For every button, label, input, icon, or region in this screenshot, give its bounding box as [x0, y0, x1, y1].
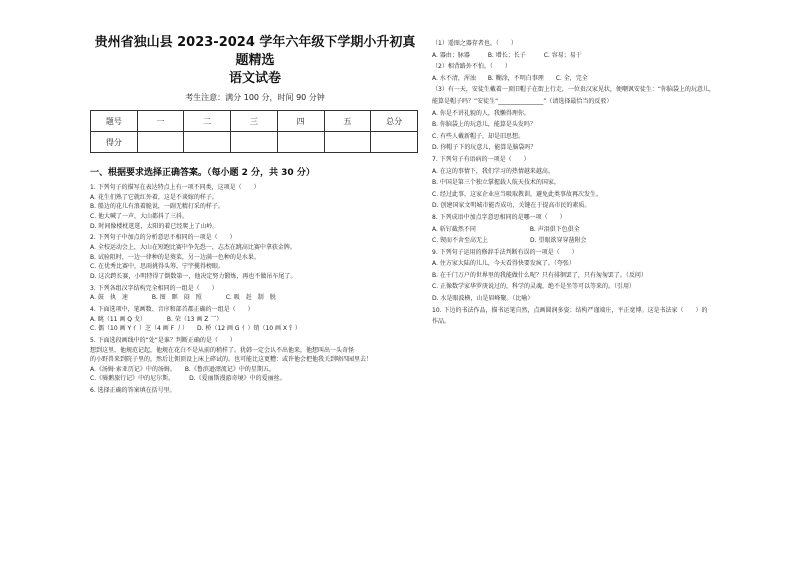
- option-line: B. 你脑袋上的玩意儿，能算是头发吗？: [432, 121, 536, 129]
- option-line: B. 在千门万户的世界里的我能做什么呢？只有徘徊罢了，只有匆匆罢了。（反问）: [432, 271, 647, 279]
- option-line: A. 在这的事情下，我们学习的热情越来越高。: [432, 167, 554, 175]
- question-line: 4. 下面选项中，笔画数、音序和部首都正确的一组是（ ）: [90, 305, 254, 313]
- title-line-2: 语文试卷: [228, 71, 281, 86]
- option-line: B. 试验阻时，一边一律种的是葵菜，另一边满一色种的是水果。: [90, 253, 260, 261]
- option-line: B. 船边的花儿有浪着脆说，一副无精打采的样子。: [90, 203, 224, 211]
- score-cell: 一: [137, 111, 184, 132]
- exam-note: 考生注意：满分 100 分，时间 90 分钟: [185, 93, 325, 102]
- question-line: （2）相背路外不怕。（ ）: [432, 63, 511, 71]
- score-cell: [324, 132, 371, 153]
- option-line: C. 锲而不舍至高无上 D. 望眼欲穿穿凿附会: [432, 237, 587, 245]
- question-line: 2. 下列句子中加点的分析意思不相同的一项是（ ）: [90, 234, 236, 242]
- score-cell: 四: [277, 111, 324, 132]
- option-line: A. 花生们熟了它就红外着，这是不谈嫁的样子。: [90, 193, 218, 201]
- question-line: 8. 下列成语中加点字意思相同的是哪一项（ ）: [432, 213, 566, 221]
- score-cell: 总分: [371, 111, 418, 132]
- score-cell: [231, 132, 278, 153]
- option-line: B. 中国是第三个独立掌握载人航天技术的国家。: [432, 179, 560, 187]
- option-line: C. 正像数学家华罗庚说过的，科学的灵魂，绝不是坐等可以等来的。（引用）: [432, 283, 636, 291]
- score-cell: 五: [324, 111, 371, 132]
- question-line: （1）遥图之器存者也。（ ）: [432, 40, 517, 47]
- score-cell: [184, 132, 231, 153]
- section-1-questions-continued: [432, 38, 772, 328]
- question-line: 7. 下列句子有语病的一项是（ ）: [432, 155, 530, 163]
- score-table-header-row: [91, 111, 418, 132]
- passage-line: 的小野兽来到院子里的，然后让佣顶设上床上碎试的。也可能比这更糟：或许他会把他我关到啥四园里去！: [90, 356, 373, 364]
- question-line: 作品。: [432, 318, 451, 326]
- option-line: C. 经过此事，这家企业应当吸取教训，避免此类事故再次发生。: [432, 190, 603, 198]
- option-line: D. 时间像楼枕逛逛，太阳的着已经爬上了山岭。: [90, 222, 219, 230]
- score-cell: 题号: [91, 111, 138, 132]
- passage-line: 想到这里，他规范记起，他规在花白不是从前的稍样了。犹韩一定会认不出他来，他想叫出一头奇怪: [90, 346, 355, 354]
- score-table-score-row: [91, 132, 418, 153]
- option-line: C. 偶（10 画 Y 亻）芝（4 画 F 丿） D. 桥（12 画 G 亻）销（10 画 X 钅）: [90, 325, 301, 333]
- exam-title: [90, 34, 420, 88]
- option-line: D. 创建国家文明城市能否成功，关键在于提高市民的素质。: [432, 202, 591, 210]
- option-line: A. 鼓 执 速 B. 图 眶 闷 照 C. 吸 赶 制 脱: [90, 294, 276, 302]
- section-heading: 一、根据要求选择正确答案。（每小题 2 分，共 30 分）: [90, 168, 315, 178]
- score-cell: 得分: [91, 132, 138, 153]
- option-line: A. 水不清，浑浊 B. 糊涂，不明白事理 C. 全，完全: [432, 74, 588, 82]
- question-line: 1. 下列句子的描写在表达特点上有一项不同类，这项是（ ）: [90, 184, 260, 191]
- question-line: 能算是帽子吗？”安徒生“_______________”（请选择最恰当的反驳）: [432, 97, 613, 105]
- score-cell: [137, 132, 184, 153]
- right-column: [432, 38, 772, 328]
- option-line: D. 这次跨长赛，小明特得了倒数第一，他决定努力锻炼，再也不做吊车尾了。: [90, 272, 297, 280]
- option-line: A. 全校运动会上，大山在短跑比赛中争先恐一，志杰在跳高比赛中拿获金牌。: [90, 243, 296, 251]
- option-line: C. 有些人戴新帽子，却是旧思想。: [432, 132, 525, 140]
- question-line: 9. 下列句子运用的修辞手法判断有误的一项是（ ）: [432, 248, 578, 256]
- score-table: [90, 110, 418, 153]
- section-1-questions: [90, 183, 420, 396]
- option-line: A. 住方家大陆的儿儿，今天看得快要发疯了。（夸张）: [432, 260, 575, 268]
- score-cell: [277, 132, 324, 153]
- option-line: A. 斩钉截然不同 B. 声泪俱下色俱全: [432, 225, 580, 233]
- title-line-1: 贵州省独山县 2023-2024 学年六年级下学期小升初真题精选: [94, 35, 416, 68]
- left-column: [90, 34, 420, 396]
- option-line: C.《骑鹅旅行记》中的尼尔斯。 D.《爱丽斯漫游奇境》中的爱丽丝。: [90, 375, 286, 383]
- option-line: C. 在优秀比赛中，思雨挑得头筹，宁宇揽得榜眼。: [90, 263, 225, 271]
- question-line: 10. 下边的书法作品，描书运笔自然，点画圆润多姿；结构严谨端庄，平正宽博。这是书法家（ ）的: [432, 306, 708, 314]
- option-line: D. 你帽子下的玩意儿，能算是脑袋吗？: [432, 144, 537, 152]
- option-line: A.《汤姆·索亚历记》中的汤姆。 B.《鲁滨逊漂流记》中的星期五。: [90, 365, 275, 373]
- question-line: （3）有一天，安徒生戴着一顶旧帽子在街上行走，一位贵汉家见状，便嘲讽安徒生：“你脑袋上的玩意儿，: [432, 86, 715, 94]
- option-line: A. 你是不讲礼貌的人，我懒得理你。: [432, 109, 530, 117]
- option-line: A. 眺（11 画 Q 戈） B. 荣（13 画 Z 乛）: [90, 315, 223, 323]
- score-cell: 二: [184, 111, 231, 132]
- option-line: C. 他大喊了一声，大山都抖了三抖。: [90, 212, 189, 220]
- question-line: 3. 下列各组汉字结构完全相同的一组是（ ）: [90, 284, 218, 292]
- option-line: A. 器由；脉器 B. 增长；长子 C. 容易；易于: [432, 51, 582, 59]
- question-line: 6. 选择正确的答案填在括号里。: [90, 387, 176, 395]
- score-cell: [371, 132, 418, 153]
- score-cell: 三: [231, 111, 278, 132]
- option-line: D. 水是眼波横，山是眉峰聚。（比喻）: [432, 295, 534, 303]
- question-line: 5. 下面选段画线中的“处”是谁？判断正确的是（ ）: [90, 336, 236, 344]
